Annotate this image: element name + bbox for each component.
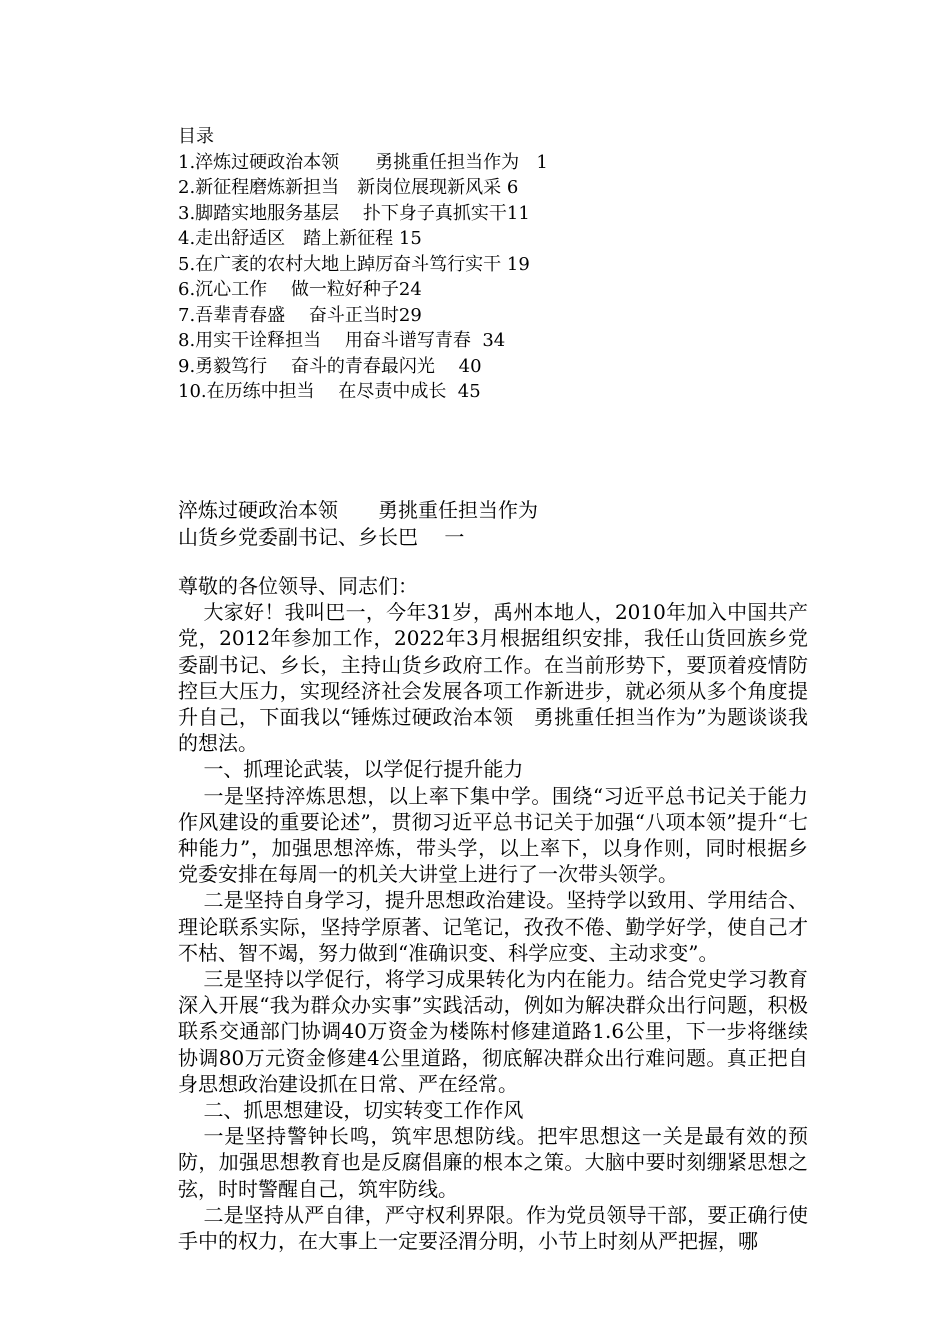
section-heading: 一、抓理论武装，以学促行提升能力	[203, 757, 524, 782]
toc-item: 4.走出舒适区 踏上新征程 15	[178, 228, 422, 249]
paragraph: 一是坚持淬炼思想，以上率下集中学。围绕“习近平总书记关于能力作风建设的重要论述”，贯彻习近平总书记关于加强“八项本领”提升“七种能力”，加强思想淬炼，带头学，以上率下，以身作则，同时根据乡党委安排在每周一的机关大讲堂上进行了一次带头领学。	[178, 783, 808, 887]
paragraph: 大家好！我叫巴一，今年31岁，禹州本地人，2010年加入中国共产党，2012年参加工作，2022年3月根据组织安排，我任山货回族乡党委副书记、乡长，主持山货乡政府工作。在当前形势下，要顶着疫情防控巨大压力，实现经济社会发展各项工作新进步，就必须从多个角度提升自己，下面我以“锤炼过硬政治本领 勇挑重任担当作为”为题谈谈我的想法。	[178, 600, 808, 756]
toc-item: 10.在历练中担当 在尽责中成长 45	[178, 381, 481, 402]
toc-item: 1.淬炼过硬政治本领 勇挑重任担当作为 1	[178, 151, 548, 173]
toc-item: 5.在广袤的农村大地上踔厉奋斗笃行实干 19	[178, 253, 530, 275]
paragraph: 一是坚持警钟长鸣，筑牢思想防线。把牢思想这一关是最有效的预防，加强思想教育也是反腐倡廉的根本之策。大脑中要时刻绷紧思想之弦，时时警醒自己，筑牢防线。	[178, 1124, 808, 1201]
toc-item: 7.吾辈青春盛 奋斗正当时29	[178, 304, 422, 326]
toc-title: 目录	[178, 126, 214, 147]
article-title: 淬炼过硬政治本领 勇挑重任担当作为	[178, 498, 538, 522]
toc-item: 3.脚踏实地服务基层 扑下身子真抓实干11	[178, 202, 530, 224]
article-body	[178, 573, 808, 1254]
article-heading	[178, 497, 538, 551]
salutation: 尊敬的各位领导、同志们：	[178, 574, 418, 598]
toc-item: 9.勇毅笃行 奋斗的青春最闪光 40	[178, 355, 482, 377]
paragraph: 二是坚持自身学习，提升思想政治建设。坚持学以致用、学用结合、理论联系实际，坚持学原著、记笔记，孜孜不倦、勤学好学，使自己才不枯、智不竭，努力做到“准确识变、科学应变、主动求变”。	[178, 888, 808, 965]
article-author: 山货乡党委副书记、乡长巴 一	[178, 525, 465, 549]
paragraph: 二是坚持从严自律，严守权利界限。作为党员领导干部，要正确行使手中的权力，在大事上一定要泾渭分明，小节上时刻从严把握，哪	[178, 1202, 808, 1254]
toc-item: 6.沉心工作 做一粒好种子24	[178, 279, 422, 300]
toc-item: 2.新征程磨炼新担当 新岗位展现新风采 6	[178, 177, 519, 198]
section-heading: 二、抓思想建设，切实转变工作作风	[203, 1098, 524, 1123]
toc-item: 8.用实干诠释担当 用奋斗谱写青春 34	[178, 330, 506, 351]
paragraph: 三是坚持以学促行，将学习成果转化为内在能力。结合党史学习教育深入开展“我为群众办实事”实践活动，例如为解决群众出行问题，积极联系交通部门协调40万资金为楼陈村修建道路1.6公里，下一步将继续协调80万元资金修建4公里道路，彻底解决群众出行难问题。真正把自身思想政治建设抓在日常、严在经常。	[178, 967, 808, 1096]
table-of-contents	[178, 124, 548, 405]
